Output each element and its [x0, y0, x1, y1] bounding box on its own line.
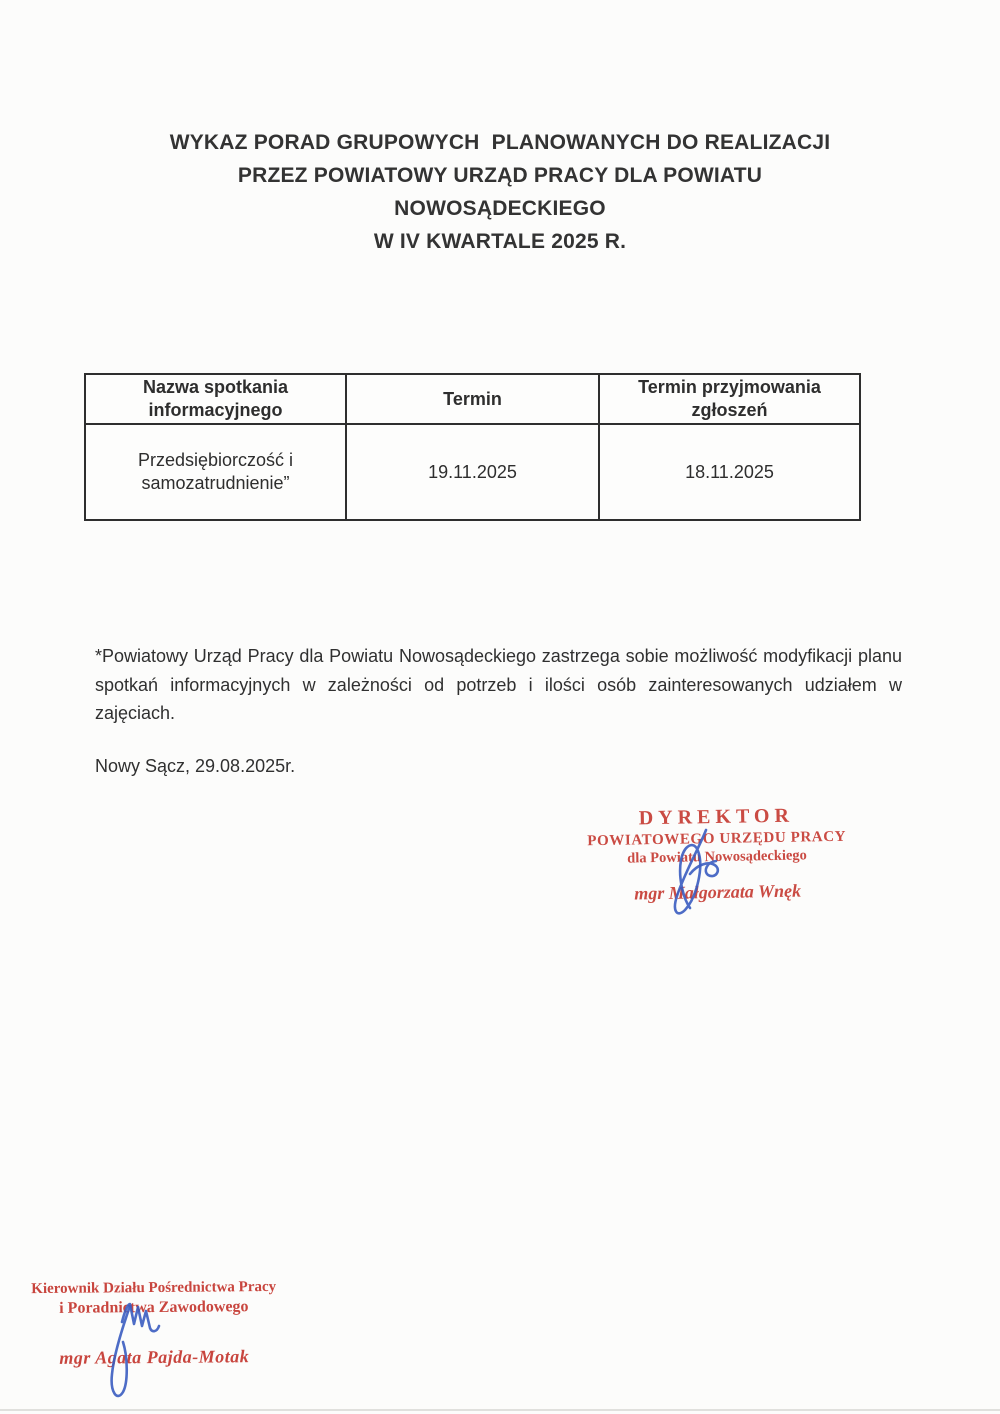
title-line-1: WYKAZ PORAD GRUPOWYCH PLANOWANYCH DO REALIZACJI	[169, 131, 831, 154]
table-cell-date: 19.11.2025	[347, 425, 600, 519]
title-line-3: NOWOSĄDECKIEGO	[394, 197, 606, 220]
director-stamp-title: DYREKTOR	[638, 804, 795, 830]
schedule-table	[84, 373, 861, 521]
manager-stamp-title-line-1: Kierownik Działu Pośrednictwa Pracy	[31, 1278, 277, 1298]
table-cell-meeting-name: Przedsiębiorczość i samozatrudnienie”	[86, 425, 347, 519]
footnote-paragraph: *Powiatowy Urząd Pracy dla Powiatu Nowosądeckiego zastrzega sobie możliwość modyfikacji planu spotkań informacyjnych w zależności od potrzeb i ilości osób zainteresowanych udziałem w zajęciach.	[95, 646, 902, 723]
title-line-2: PRZEZ POWIATOWY URZĄD PRACY DLA POWIATU	[237, 164, 763, 187]
title-line-4: W IV KWARTALE 2025 R.	[373, 230, 627, 253]
document-title	[0, 126, 1000, 258]
table-header-registration-deadline: Termin przyjmowania zgłoszeń	[600, 375, 859, 425]
manager-stamp-title-line-2: i Poradnictwa Zawodowego	[59, 1298, 249, 1317]
table-header-date: Termin	[347, 375, 600, 425]
place-date-line: Nowy Sącz, 29.08.2025r.	[95, 756, 296, 776]
table-cell-registration-deadline: 18.11.2025	[685, 461, 774, 482]
director-stamp-region-line: dla Powiatu Nowosądeckiego	[627, 847, 807, 867]
director-stamp-org-line: POWIATOWEGO URZĘDU PRACY	[587, 828, 847, 850]
director-stamp-name: mgr Małgorzata Wnęk	[634, 880, 802, 904]
manager-stamp	[28, 1279, 281, 1369]
manager-stamp-name: mgr Agata Pajda-Motak	[59, 1346, 250, 1368]
scanner-edge-artifact	[0, 1409, 1000, 1411]
table-header-meeting-name: Nazwa spotkania informacyjnego	[86, 375, 347, 425]
director-stamp	[571, 803, 863, 905]
